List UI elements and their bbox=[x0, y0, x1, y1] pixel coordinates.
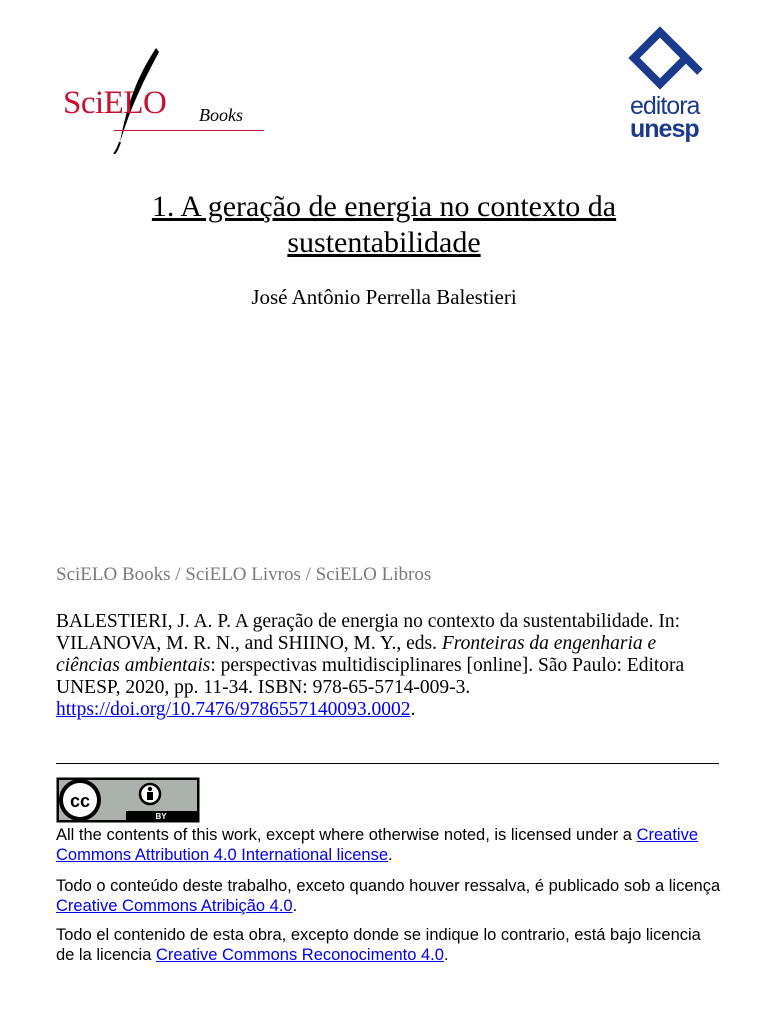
citation-text: BALESTIERI, J. A. P. A geração de energia no contexto da sustentabilidade. In: VILANOVA, M. R. N., and SHIINO, M. Y., eds. bbox=[56, 611, 681, 654]
license-link-english[interactable]: Creative Commons Attribution 4.0 International license bbox=[56, 826, 699, 864]
chapter-title: 1. A geração de energia no contexto da sustentabilidade bbox=[151, 190, 617, 259]
editora-unesp-logo bbox=[620, 26, 720, 148]
license-link-spanish[interactable]: Creative Commons Reconocimento 4.0 bbox=[155, 946, 444, 964]
unesp-diamond-icon bbox=[620, 26, 720, 96]
citation-book-title: Fronteiras da engenharia e ciências ambientais bbox=[56, 633, 657, 676]
scielo-logo-rule bbox=[114, 130, 264, 131]
license-portuguese: Todo o conteúdo deste trabalho, exceto quando houver ressalva, é publicado sob a licença Creative Commons Atribição 4.0. bbox=[56, 877, 721, 915]
scielo-wordmark: SciELO bbox=[63, 85, 167, 121]
cc-by-badge bbox=[56, 777, 200, 823]
by-text: BY bbox=[155, 812, 167, 821]
cc-text: cc bbox=[69, 791, 91, 811]
citation: BALESTIERI, J. A. P. A geração de energia no contexto da sustentabilidade. In: VILANOVA, M. R. N., and SHIINO, M. Y., eds. Fronteiras da engenharia e ciências ambientais: perspectivas multidisciplinares [online]. São Paulo: Editora UNESP, 2020, pp. 11-34. ISBN: 978-65-5714-009-3. https://doi.org/10.7476/9786557140093.0002. bbox=[56, 611, 685, 720]
scielo-books-logo bbox=[60, 44, 270, 154]
author-name: José Antônio Perrella Balestieri bbox=[251, 285, 517, 309]
doi-link[interactable]: https://doi.org/10.7476/9786557140093.0002 bbox=[56, 699, 411, 720]
divider bbox=[56, 763, 719, 764]
license-link-portuguese[interactable]: Creative Commons Atribição 4.0 bbox=[56, 897, 293, 915]
publisher-name-line1: editora bbox=[630, 92, 700, 120]
license-spanish: Todo el contenido de esta obra, excepto donde se indique lo contrario, está bajo licencia de la licencia Creative Commons Reconocimento 4.0. bbox=[56, 926, 701, 964]
license-english: All the contents of this work, except where otherwise noted, is licensed under a Creative Commons Attribution 4.0 International license. bbox=[56, 826, 699, 864]
citation-text-continued: : perspectivas multidisciplinares [online]. São Paulo: Editora UNESP, 2020, pp. 11-34. ISBN: 978-65-5714-009-3. bbox=[56, 655, 685, 698]
publisher-name-line2: unesp bbox=[630, 115, 699, 143]
scielo-books-label: Books bbox=[199, 105, 243, 125]
series-line: SciELO Books / SciELO Livros / SciELO Libros bbox=[56, 564, 432, 585]
